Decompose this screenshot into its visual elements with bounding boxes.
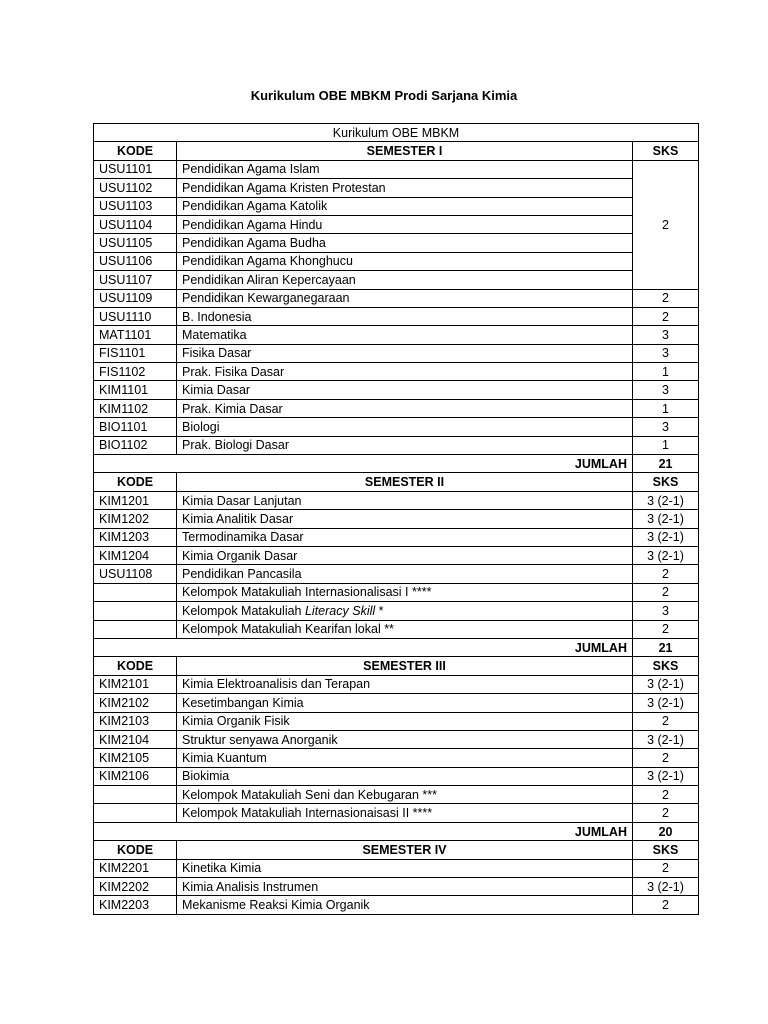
course-name: Biologi bbox=[177, 418, 633, 436]
course-name: Kimia Kuantum bbox=[177, 749, 633, 767]
table-row bbox=[94, 583, 699, 601]
table-row bbox=[94, 197, 699, 215]
table-row bbox=[94, 675, 699, 693]
course-name: Fisika Dasar bbox=[177, 344, 633, 362]
course-sks: 3 bbox=[633, 381, 699, 399]
course-name: Mekanisme Reaksi Kimia Organik bbox=[177, 896, 633, 914]
course-name: Kelompok Matakuliah Internasionalisasi I **** bbox=[177, 583, 633, 601]
course-code: USU1101 bbox=[94, 160, 177, 178]
course-code: KIM2102 bbox=[94, 694, 177, 712]
jumlah-value: 21 bbox=[633, 455, 699, 473]
table-row bbox=[94, 418, 699, 436]
table-row bbox=[94, 878, 699, 896]
course-code: KIM2103 bbox=[94, 712, 177, 730]
course-name: Pendidikan Agama Budha bbox=[177, 234, 633, 252]
table-row bbox=[94, 307, 699, 325]
col-kode-header: KODE bbox=[94, 142, 177, 160]
course-name: Biokimia bbox=[177, 767, 633, 785]
col-sks-header: SKS bbox=[633, 473, 699, 491]
table-row bbox=[94, 749, 699, 767]
course-sks: 2 bbox=[633, 896, 699, 914]
course-name: Prak. Fisika Dasar bbox=[177, 363, 633, 381]
course-sks: 2 bbox=[633, 859, 699, 877]
col-kode-header: KODE bbox=[94, 657, 177, 675]
semester-label: SEMESTER I bbox=[177, 142, 633, 160]
course-code: BIO1102 bbox=[94, 436, 177, 454]
course-sks: 2 bbox=[633, 620, 699, 638]
course-name: Termodinamika Dasar bbox=[177, 528, 633, 546]
jumlah-label: JUMLAH bbox=[94, 822, 633, 840]
course-code: KIM2104 bbox=[94, 730, 177, 748]
course-name: Kimia Dasar Lanjutan bbox=[177, 491, 633, 509]
course-code: KIM1203 bbox=[94, 528, 177, 546]
literacy-pre: Kelompok Matakuliah bbox=[182, 603, 305, 618]
table-row bbox=[94, 215, 699, 233]
course-code: USU1102 bbox=[94, 179, 177, 197]
course-sks: 2 bbox=[633, 289, 699, 307]
page-title: Kurikulum OBE MBKM Prodi Sarjana Kimia bbox=[250, 88, 518, 103]
table-row bbox=[94, 730, 699, 748]
jumlah-row bbox=[94, 638, 699, 656]
table-row bbox=[94, 271, 699, 289]
semester-header-row bbox=[94, 841, 699, 859]
course-sks: 2 bbox=[633, 307, 699, 325]
course-code: FIS1101 bbox=[94, 344, 177, 362]
col-kode-header: KODE bbox=[94, 841, 177, 859]
course-code: BIO1101 bbox=[94, 418, 177, 436]
table-row bbox=[94, 804, 699, 822]
course-code: USU1110 bbox=[94, 307, 177, 325]
course-name: Struktur senyawa Anorganik bbox=[177, 730, 633, 748]
course-name: Pendidikan Kewarganegaraan bbox=[177, 289, 633, 307]
course-name bbox=[177, 602, 633, 620]
course-code: MAT1101 bbox=[94, 326, 177, 344]
table-row bbox=[94, 399, 699, 417]
course-sks: 3 (2-1) bbox=[633, 767, 699, 785]
semester-label: SEMESTER III bbox=[177, 657, 633, 675]
table-row bbox=[94, 289, 699, 307]
course-code: KIM2101 bbox=[94, 675, 177, 693]
course-name: Pendidikan Agama Kristen Protestan bbox=[177, 179, 633, 197]
semester-label: SEMESTER II bbox=[177, 473, 633, 491]
course-code: USU1106 bbox=[94, 252, 177, 270]
course-name: Kimia Elektroanalisis dan Terapan bbox=[177, 675, 633, 693]
course-sks: 2 bbox=[633, 749, 699, 767]
table-row bbox=[94, 602, 699, 620]
course-sks: 2 bbox=[633, 583, 699, 601]
course-name: Kelompok Matakuliah Seni dan Kebugaran *** bbox=[177, 786, 633, 804]
course-name: Prak. Biologi Dasar bbox=[177, 436, 633, 454]
course-name: Kelompok Matakuliah Kearifan lokal ** bbox=[177, 620, 633, 638]
course-name: Kimia Analisis Instrumen bbox=[177, 878, 633, 896]
course-code: KIM1201 bbox=[94, 491, 177, 509]
semester-header-row bbox=[94, 473, 699, 491]
table-title: Kurikulum OBE MBKM bbox=[94, 124, 699, 142]
course-sks: 3 bbox=[633, 326, 699, 344]
course-code bbox=[94, 786, 177, 804]
course-sks: 1 bbox=[633, 399, 699, 417]
course-name: Prak. Kimia Dasar bbox=[177, 399, 633, 417]
course-code: USU1109 bbox=[94, 289, 177, 307]
course-name: B. Indonesia bbox=[177, 307, 633, 325]
course-name: Pendidikan Agama Islam bbox=[177, 160, 633, 178]
semester-header-row bbox=[94, 657, 699, 675]
course-sks: 1 bbox=[633, 436, 699, 454]
course-name: Pendidikan Aliran Kepercayaan bbox=[177, 271, 633, 289]
table-row bbox=[94, 620, 699, 638]
course-code: KIM2201 bbox=[94, 859, 177, 877]
course-code: KIM2106 bbox=[94, 767, 177, 785]
course-sks: 3 (2-1) bbox=[633, 694, 699, 712]
table-title-row bbox=[94, 124, 699, 142]
table-row bbox=[94, 859, 699, 877]
course-code: KIM1102 bbox=[94, 399, 177, 417]
course-code: USU1105 bbox=[94, 234, 177, 252]
course-code: KIM1202 bbox=[94, 510, 177, 528]
course-code: FIS1102 bbox=[94, 363, 177, 381]
course-code: USU1107 bbox=[94, 271, 177, 289]
course-name: Kinetika Kimia bbox=[177, 859, 633, 877]
course-name: Kimia Dasar bbox=[177, 381, 633, 399]
agama-group-sks: 2 bbox=[633, 160, 699, 289]
jumlah-row bbox=[94, 822, 699, 840]
table-row bbox=[94, 160, 699, 178]
semester-header-row bbox=[94, 142, 699, 160]
course-sks: 3 bbox=[633, 602, 699, 620]
course-name: Kimia Organik Fisik bbox=[177, 712, 633, 730]
course-name: Matematika bbox=[177, 326, 633, 344]
course-name: Pendidikan Agama Katolik bbox=[177, 197, 633, 215]
course-code: KIM1204 bbox=[94, 546, 177, 564]
course-sks: 3 (2-1) bbox=[633, 510, 699, 528]
table-row bbox=[94, 712, 699, 730]
course-sks: 2 bbox=[633, 565, 699, 583]
course-code bbox=[94, 620, 177, 638]
course-code: USU1104 bbox=[94, 215, 177, 233]
table-row bbox=[94, 326, 699, 344]
course-name: Kesetimbangan Kimia bbox=[177, 694, 633, 712]
table-row bbox=[94, 694, 699, 712]
course-name: Kimia Analitik Dasar bbox=[177, 510, 633, 528]
course-sks: 3 bbox=[633, 344, 699, 362]
course-code bbox=[94, 602, 177, 620]
course-code: USU1108 bbox=[94, 565, 177, 583]
course-name: Pendidikan Agama Khonghucu bbox=[177, 252, 633, 270]
table-row bbox=[94, 565, 699, 583]
course-code: KIM2105 bbox=[94, 749, 177, 767]
table-row bbox=[94, 252, 699, 270]
table-row bbox=[94, 546, 699, 564]
course-code bbox=[94, 804, 177, 822]
course-sks: 2 bbox=[633, 786, 699, 804]
course-sks: 2 bbox=[633, 804, 699, 822]
table-row bbox=[94, 179, 699, 197]
course-code: KIM2202 bbox=[94, 878, 177, 896]
jumlah-label: JUMLAH bbox=[94, 638, 633, 656]
table-row bbox=[94, 234, 699, 252]
table-row bbox=[94, 363, 699, 381]
col-sks-header: SKS bbox=[633, 657, 699, 675]
course-sks: 3 (2-1) bbox=[633, 675, 699, 693]
course-sks: 3 (2-1) bbox=[633, 730, 699, 748]
course-name: Pendidikan Pancasila bbox=[177, 565, 633, 583]
jumlah-label: JUMLAH bbox=[94, 455, 633, 473]
col-sks-header: SKS bbox=[633, 142, 699, 160]
table-row bbox=[94, 436, 699, 454]
semester-label: SEMESTER IV bbox=[177, 841, 633, 859]
course-code bbox=[94, 583, 177, 601]
course-sks: 3 bbox=[633, 418, 699, 436]
course-sks: 3 (2-1) bbox=[633, 546, 699, 564]
course-name: Kimia Organik Dasar bbox=[177, 546, 633, 564]
table-row bbox=[94, 381, 699, 399]
course-sks: 3 (2-1) bbox=[633, 491, 699, 509]
course-code: USU1103 bbox=[94, 197, 177, 215]
course-sks: 1 bbox=[633, 363, 699, 381]
jumlah-value: 21 bbox=[633, 638, 699, 656]
table-row bbox=[94, 767, 699, 785]
course-sks: 3 (2-1) bbox=[633, 528, 699, 546]
col-kode-header: KODE bbox=[94, 473, 177, 491]
course-code: KIM2203 bbox=[94, 896, 177, 914]
jumlah-value: 20 bbox=[633, 822, 699, 840]
table-row bbox=[94, 896, 699, 914]
table-row bbox=[94, 510, 699, 528]
table-row bbox=[94, 528, 699, 546]
course-name: Pendidikan Agama Hindu bbox=[177, 215, 633, 233]
literacy-post: * bbox=[375, 603, 384, 618]
course-code: KIM1101 bbox=[94, 381, 177, 399]
table-row bbox=[94, 491, 699, 509]
table-row bbox=[94, 786, 699, 804]
jumlah-row bbox=[94, 455, 699, 473]
course-name: Kelompok Matakuliah Internasionaisasi II **** bbox=[177, 804, 633, 822]
course-sks: 2 bbox=[633, 712, 699, 730]
course-sks: 3 (2-1) bbox=[633, 878, 699, 896]
curriculum-table bbox=[93, 123, 699, 915]
col-sks-header: SKS bbox=[633, 841, 699, 859]
literacy-emphasis: Literacy Skill bbox=[304, 603, 376, 618]
table-row bbox=[94, 344, 699, 362]
